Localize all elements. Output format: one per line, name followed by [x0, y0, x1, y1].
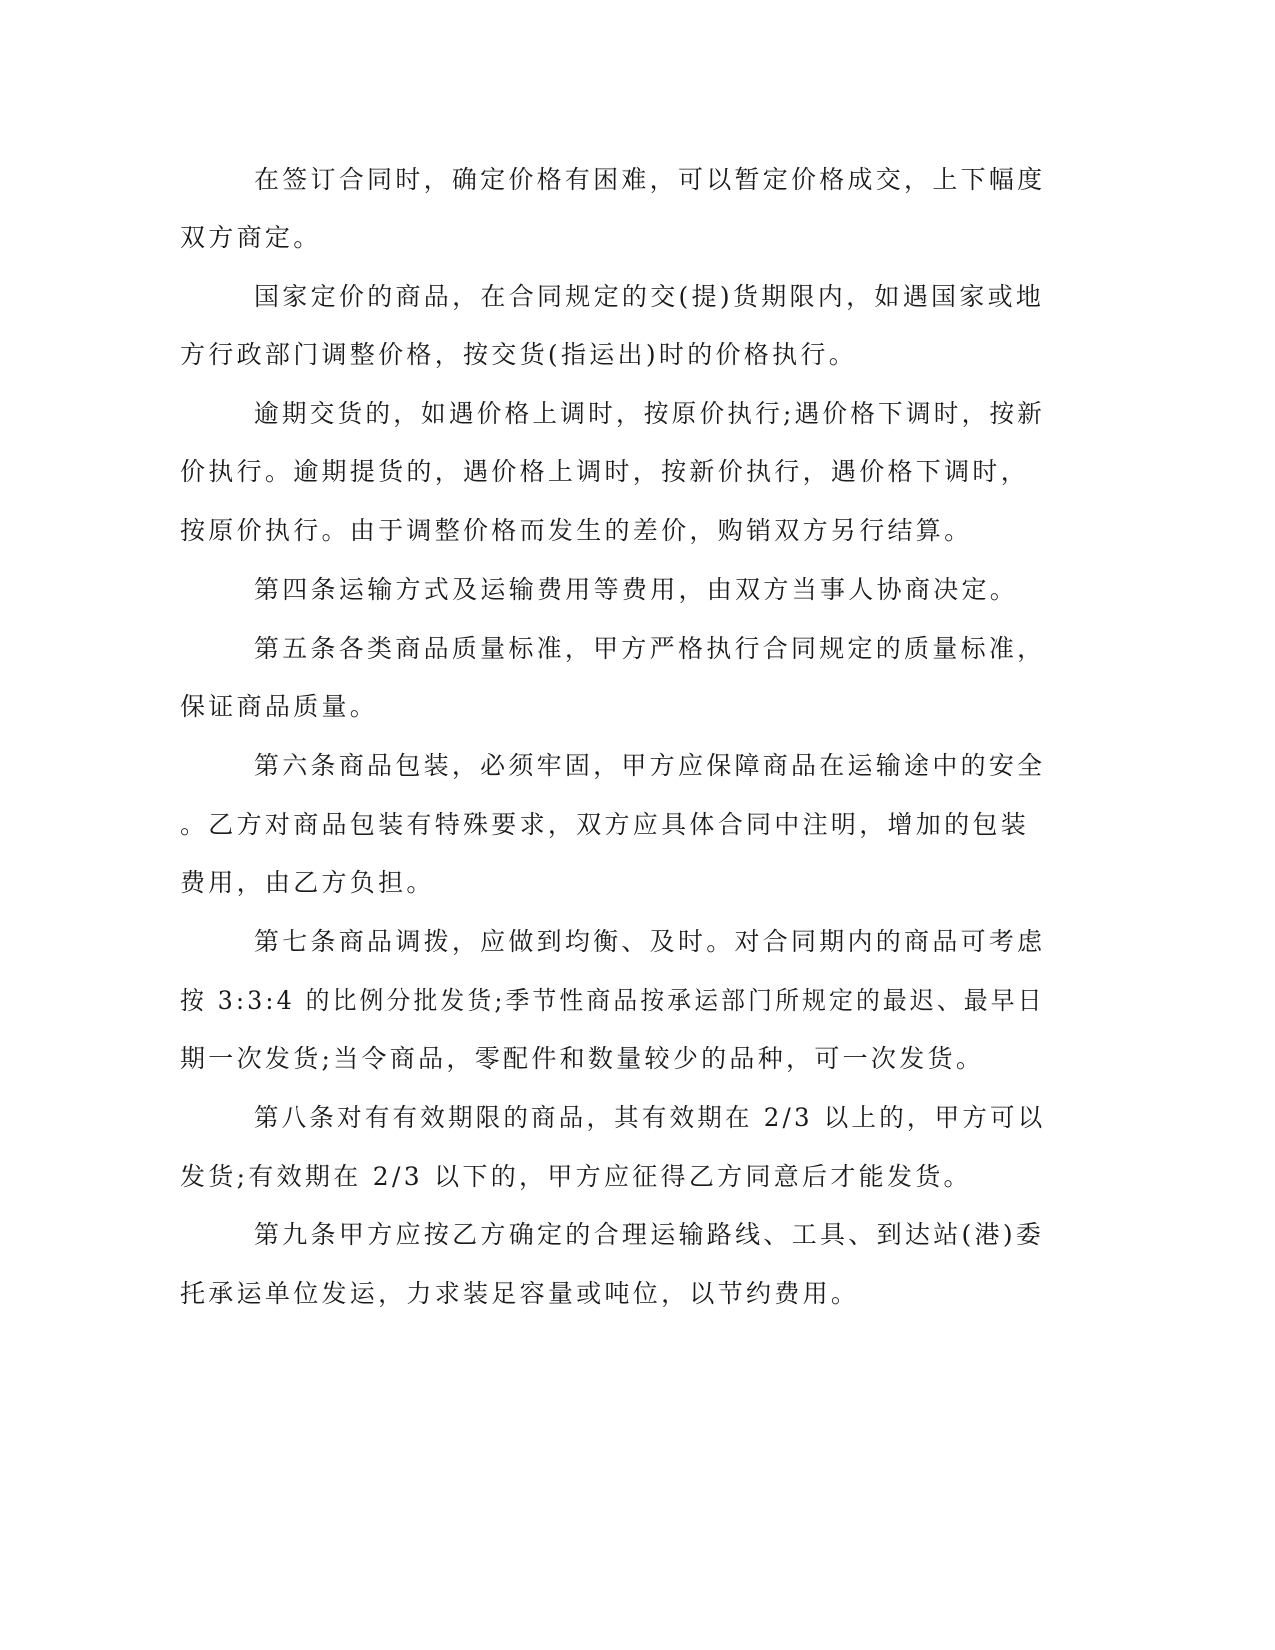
paragraph-3-line-1: 逾期交货的，如遇价格上调时，按原价执行;遇价格下调时，按新 [254, 399, 1046, 428]
article-8-line-1: 第八条对有有效期限的商品，其有效期在 2/3 以上的，甲方可以 [254, 1103, 1046, 1132]
paragraph-1-line-2: 双方商定。 [180, 223, 322, 252]
article-9-line-2: 托承运单位发运，力求装足容量或吨位，以节约费用。 [180, 1279, 860, 1308]
article-8-line-2: 发货;有效期在 2/3 以下的，甲方应征得乙方同意后才能发货。 [180, 1162, 972, 1191]
article-7-line-3: 期一次发货;当令商品，零配件和数量较少的品种，可一次发货。 [180, 1044, 985, 1073]
paragraph-1-line-1: 在签订合同时，确定价格有困难，可以暂定价格成交，上下幅度 [254, 165, 1046, 194]
article-5-line-2: 保证商品质量。 [180, 692, 379, 721]
article-5-line-1: 第五条各类商品质量标准，甲方严格执行合同规定的质量标准， [254, 634, 1046, 663]
article-9-line-1: 第九条甲方应按乙方确定的合理运输路线、工具、到达站(港)委 [254, 1220, 1045, 1249]
paragraph-2-line-1: 国家定价的商品，在合同规定的交(提)货期限内，如遇国家或地 [254, 282, 1045, 311]
article-6-line-2: 。乙方对商品包装有特殊要求，双方应具体合同中注明，增加的包装 [180, 810, 1030, 839]
article-7-line-1: 第七条商品调拨，应做到均衡、及时。对合同期内的商品可考虑 [254, 927, 1046, 956]
article-6-line-3: 费用，由乙方负担。 [180, 868, 435, 897]
paragraph-3-line-2: 价执行。逾期提货的，遇价格上调时，按新价执行，遇价格下调时， [180, 457, 1030, 486]
paragraph-2-line-2: 方行政部门调整价格，按交货(指运出)时的价格执行。 [180, 340, 858, 369]
article-4-line-1: 第四条运输方式及运输费用等费用，由双方当事人协商决定。 [254, 575, 1019, 604]
paragraph-3-line-3: 按原价执行。由于调整价格而发生的差价，购销双方另行结算。 [180, 516, 973, 545]
article-6-line-1: 第六条商品包装，必须牢固，甲方应保障商品在运输途中的安全 [254, 751, 1046, 780]
article-7-line-2: 按 3:3:4 的比例分批发货;季节性商品按承运部门所规定的最迟、最早日 [180, 986, 1045, 1015]
